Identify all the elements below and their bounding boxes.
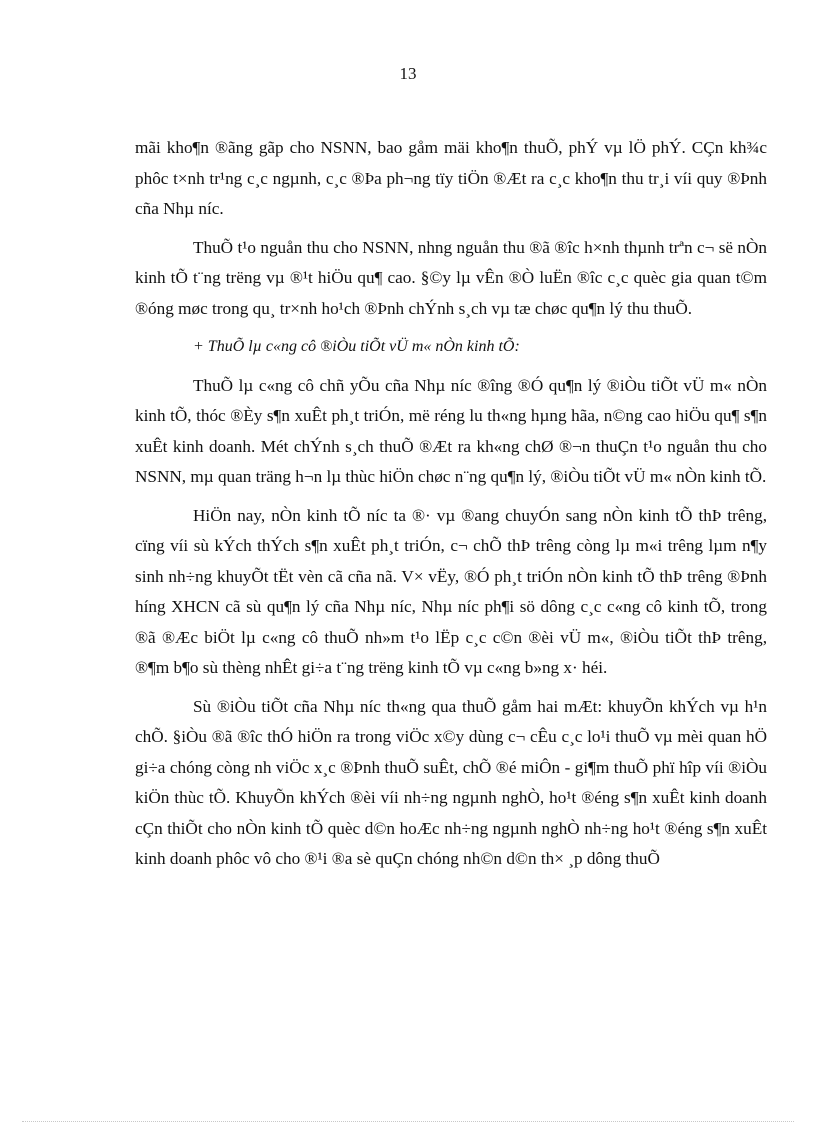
paragraph-1: mãi kho¶n ®ãng gãp cho NSNN, bao gåm mäi kho¶n thuÕ, phÝ vµ lÖ phÝ. CÇn kh¾c phôc t×nh tr¹ng c¸c ngµnh, c¸c ®Þa ph¬ng tïy tiÖn ®Æt ra c¸c kho¶n thu tr¸i víi quy ®Þnh cña Nhµ níc. [135,138,767,218]
body-text [135,133,767,883]
paragraph-5: Sù ®iÒu tiÕt cña Nhµ níc th«ng qua thuÕ gåm hai mÆt: khuyÕn khÝch vµ h¹n chÕ. §iÒu ®ã ®îc thÓ hiÖn ra trong viÖc x©y dùng c¬ cÊu c¸c lo¹i thuÕ vµ mèi quan hÖ gi÷a chóng còng nh viÖc x¸c ®Þnh thuÕ suÊt, chÕ ®é miÔn - gi¶m thuÕ phï hîp víi ®iÒu kiÖn thùc tÕ. KhuyÕn khÝch ®èi víi nh÷ng ngµnh nghÒ, ho¹t ®éng s¶n xuÊt kinh doanh cÇn thiÕt cho nÒn kinh tÕ quèc d©n hoÆc nh÷ng ngµnh nghÒ nh÷ng ho¹t ®éng s¶n xuÊt kinh doanh phôc vô cho ®¹i ®a sè quÇn chóng nh©n d©n th× ¸p dông thuÕ [135,696,767,868]
footer-divider [22,1121,794,1122]
paragraph-2: ThuÕ t¹o nguån thu cho NSNN, nhng nguån thu ®ã ®îc h×nh thµnh trªn c¬ së nÒn kinh tÕ t¨ng trëng vµ ®¹t hiÖu qu¶ cao. §©y lµ vÊn ®Ò luËn ®îc c¸c quèc gia quan t©m ®óng møc trong qu¸ tr×nh ho¹ch ®Þnh chÝnh s¸ch vµ tæ chøc qu¶n lý thu thuÕ. [135,237,767,318]
section-heading: + ThuÕ lµ c«ng cô ®iÒu tiÕt vÜ m« nÒn kinh tÕ: [193,338,520,355]
paragraph-4: HiÖn nay, nÒn kinh tÕ níc ta ®· vµ ®ang chuyÓn sang nÒn kinh tÕ thÞ trêng, cïng víi sù kÝch thÝch s¶n xuÊt ph¸t triÓn, c¬ chÕ thÞ trêng còng lµ m«i trêng lµm n¶y sinh nh÷ng khuyÕt tËt vèn cã cña nã. V× vËy, ®Ó ph¸t triÓn nÒn kinh tÕ thÞ trêng ®Þnh híng XHCN cã sù qu¶n lý cña Nhµ níc, Nhµ níc ph¶i sö dông c¸c c«ng cô kinh tÕ, trong ®ã ®Æc biÖt lµ c«ng cô thuÕ nh»m t¹o lËp c¸c c©n ®èi vÜ m«, ®iÒu tiÕt thÞ trêng, ®¶m b¶o sù thèng nhÊt gi÷a t¨ng trëng kinh tÕ vµ c«ng b»ng x· héi. [135,505,767,677]
page-number: 13 [399,64,417,83]
paragraph-3: ThuÕ lµ c«ng cô chñ yÕu cña Nhµ níc ®îng ®Ó qu¶n lý ®iÒu tiÕt vÜ m« nÒn kinh tÕ, thóc ®Èy s¶n xuÊt ph¸t triÓn, më réng lu th«ng hµng hãa, n©ng cao hiÖu qu¶ s¶n xuÊt kinh doanh. Mét chÝnh s¸ch thuÕ ®Æt ra kh«ng chØ ®¬n thuÇn t¹o nguån thu cho NSNN, mµ quan träng h¬n lµ thùc hiÖn chøc n¨ng qu¶n lý, ®iÒu tiÕt vÜ m« nÒn kinh tÕ. [135,375,767,486]
